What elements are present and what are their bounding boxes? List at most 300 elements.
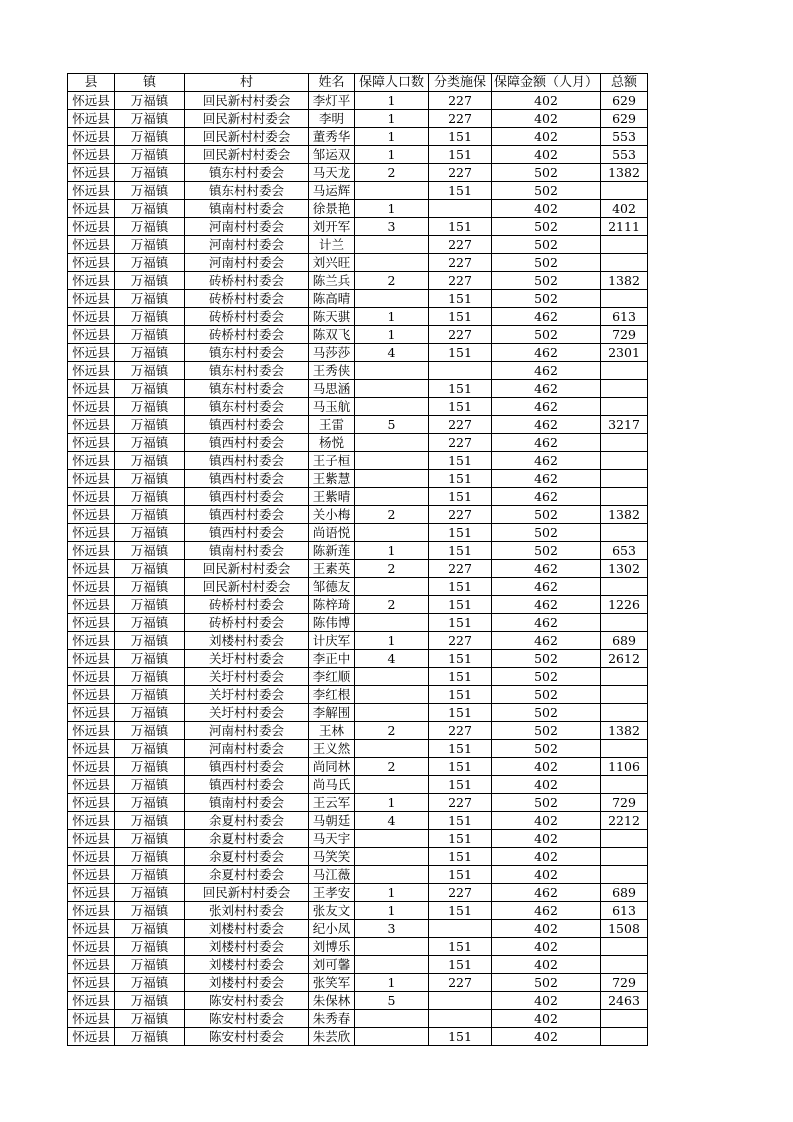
classification-cell: 227 — [429, 434, 492, 452]
name-cell: 邹德友 — [309, 578, 355, 596]
population-cell — [355, 524, 429, 542]
village-cell: 刘楼村村委会 — [185, 938, 309, 956]
name-cell: 杨悦 — [309, 434, 355, 452]
total-cell: 729 — [601, 974, 648, 992]
village-cell: 镇东村村委会 — [185, 380, 309, 398]
name-cell: 计兰 — [309, 236, 355, 254]
population-cell — [355, 1028, 429, 1046]
population-cell — [355, 1010, 429, 1028]
population-cell — [355, 578, 429, 596]
village-cell: 回民新村村委会 — [185, 578, 309, 596]
town-cell: 万福镇 — [115, 722, 185, 740]
county-cell: 怀远县 — [68, 938, 115, 956]
classification-cell: 151 — [429, 614, 492, 632]
header-name: 姓名 — [309, 74, 355, 92]
table-body — [68, 92, 648, 1046]
total-cell: 3217 — [601, 416, 648, 434]
county-cell: 怀远县 — [68, 686, 115, 704]
total-cell: 553 — [601, 146, 648, 164]
name-cell: 朱保林 — [309, 992, 355, 1010]
town-cell: 万福镇 — [115, 560, 185, 578]
population-cell — [355, 776, 429, 794]
table-row — [68, 1010, 648, 1028]
table-row — [68, 974, 648, 992]
total-cell: 689 — [601, 884, 648, 902]
county-cell: 怀远县 — [68, 920, 115, 938]
county-cell: 怀远县 — [68, 1028, 115, 1046]
amount-cell: 402 — [492, 830, 601, 848]
name-cell: 尚语悦 — [309, 524, 355, 542]
amount-cell: 402 — [492, 992, 601, 1010]
population-cell: 1 — [355, 128, 429, 146]
amount-cell: 502 — [492, 686, 601, 704]
town-cell: 万福镇 — [115, 164, 185, 182]
town-cell: 万福镇 — [115, 596, 185, 614]
total-cell: 1382 — [601, 506, 648, 524]
town-cell: 万福镇 — [115, 542, 185, 560]
table-row — [68, 776, 648, 794]
town-cell: 万福镇 — [115, 866, 185, 884]
classification-cell: 151 — [429, 218, 492, 236]
county-cell: 怀远县 — [68, 758, 115, 776]
county-cell: 怀远县 — [68, 398, 115, 416]
table-row — [68, 182, 648, 200]
population-cell — [355, 848, 429, 866]
name-cell: 马玉航 — [309, 398, 355, 416]
table-row — [68, 146, 648, 164]
population-cell — [355, 488, 429, 506]
amount-cell: 462 — [492, 884, 601, 902]
table-row — [68, 704, 648, 722]
amount-cell: 462 — [492, 308, 601, 326]
classification-cell: 151 — [429, 128, 492, 146]
amount-cell: 402 — [492, 758, 601, 776]
amount-cell: 502 — [492, 254, 601, 272]
town-cell: 万福镇 — [115, 686, 185, 704]
classification-cell: 151 — [429, 1028, 492, 1046]
total-cell: 2612 — [601, 650, 648, 668]
population-cell — [355, 830, 429, 848]
village-cell: 镇南村村委会 — [185, 200, 309, 218]
village-cell: 镇南村村委会 — [185, 794, 309, 812]
total-cell: 1302 — [601, 560, 648, 578]
name-cell: 李解围 — [309, 704, 355, 722]
classification-cell: 151 — [429, 344, 492, 362]
amount-cell: 402 — [492, 812, 601, 830]
town-cell: 万福镇 — [115, 920, 185, 938]
population-cell — [355, 398, 429, 416]
town-cell: 万福镇 — [115, 1028, 185, 1046]
amount-cell: 402 — [492, 848, 601, 866]
county-cell: 怀远县 — [68, 596, 115, 614]
town-cell: 万福镇 — [115, 470, 185, 488]
table-row — [68, 812, 648, 830]
name-cell: 陈天骐 — [309, 308, 355, 326]
total-cell: 2463 — [601, 992, 648, 1010]
county-cell: 怀远县 — [68, 254, 115, 272]
town-cell: 万福镇 — [115, 794, 185, 812]
amount-cell: 402 — [492, 1028, 601, 1046]
town-cell: 万福镇 — [115, 902, 185, 920]
town-cell: 万福镇 — [115, 146, 185, 164]
name-cell: 王义然 — [309, 740, 355, 758]
village-cell: 陈安村村委会 — [185, 1028, 309, 1046]
village-cell: 河南村村委会 — [185, 236, 309, 254]
county-cell: 怀远县 — [68, 1010, 115, 1028]
name-cell: 刘可馨 — [309, 956, 355, 974]
total-cell — [601, 686, 648, 704]
table-row — [68, 650, 648, 668]
total-cell: 1226 — [601, 596, 648, 614]
village-cell: 砖桥村村委会 — [185, 326, 309, 344]
name-cell: 朱秀春 — [309, 1010, 355, 1028]
amount-cell: 462 — [492, 452, 601, 470]
classification-cell: 151 — [429, 686, 492, 704]
amount-cell: 502 — [492, 218, 601, 236]
town-cell: 万福镇 — [115, 488, 185, 506]
table-row — [68, 578, 648, 596]
county-cell: 怀远县 — [68, 974, 115, 992]
amount-cell: 462 — [492, 434, 601, 452]
amount-cell: 462 — [492, 398, 601, 416]
population-cell: 1 — [355, 308, 429, 326]
county-cell: 怀远县 — [68, 488, 115, 506]
classification-cell: 227 — [429, 884, 492, 902]
village-cell: 余夏村村委会 — [185, 866, 309, 884]
town-cell: 万福镇 — [115, 236, 185, 254]
name-cell: 纪小凤 — [309, 920, 355, 938]
name-cell: 陈新莲 — [309, 542, 355, 560]
village-cell: 回民新村村委会 — [185, 92, 309, 110]
town-cell: 万福镇 — [115, 92, 185, 110]
total-cell: 1382 — [601, 722, 648, 740]
table-row — [68, 938, 648, 956]
total-cell: 729 — [601, 794, 648, 812]
classification-cell — [429, 362, 492, 380]
county-cell: 怀远县 — [68, 632, 115, 650]
amount-cell: 462 — [492, 416, 601, 434]
name-cell: 张笑军 — [309, 974, 355, 992]
amount-cell: 502 — [492, 164, 601, 182]
population-cell — [355, 740, 429, 758]
village-cell: 关圩村村委会 — [185, 686, 309, 704]
classification-cell — [429, 992, 492, 1010]
amount-cell: 462 — [492, 614, 601, 632]
village-cell: 镇东村村委会 — [185, 362, 309, 380]
population-cell: 4 — [355, 650, 429, 668]
county-cell: 怀远县 — [68, 362, 115, 380]
town-cell: 万福镇 — [115, 452, 185, 470]
classification-cell: 151 — [429, 452, 492, 470]
village-cell: 镇西村村委会 — [185, 506, 309, 524]
total-cell — [601, 488, 648, 506]
total-cell — [601, 290, 648, 308]
amount-cell: 502 — [492, 722, 601, 740]
county-cell: 怀远县 — [68, 794, 115, 812]
total-cell — [601, 614, 648, 632]
village-cell: 刘楼村村委会 — [185, 974, 309, 992]
county-cell: 怀远县 — [68, 542, 115, 560]
town-cell: 万福镇 — [115, 416, 185, 434]
village-cell: 镇东村村委会 — [185, 164, 309, 182]
county-cell: 怀远县 — [68, 902, 115, 920]
total-cell — [601, 740, 648, 758]
town-cell: 万福镇 — [115, 1010, 185, 1028]
amount-cell: 462 — [492, 344, 601, 362]
table-row — [68, 794, 648, 812]
name-cell: 马天龙 — [309, 164, 355, 182]
population-cell: 1 — [355, 92, 429, 110]
village-cell: 镇西村村委会 — [185, 776, 309, 794]
table-row — [68, 686, 648, 704]
town-cell: 万福镇 — [115, 704, 185, 722]
population-cell — [355, 704, 429, 722]
population-cell — [355, 668, 429, 686]
town-cell: 万福镇 — [115, 182, 185, 200]
town-cell: 万福镇 — [115, 308, 185, 326]
total-cell — [601, 524, 648, 542]
total-cell — [601, 1028, 648, 1046]
classification-cell: 151 — [429, 776, 492, 794]
table-row — [68, 506, 648, 524]
county-cell: 怀远县 — [68, 830, 115, 848]
classification-cell: 227 — [429, 254, 492, 272]
county-cell: 怀远县 — [68, 128, 115, 146]
classification-cell: 151 — [429, 938, 492, 956]
table-row — [68, 722, 648, 740]
village-cell: 余夏村村委会 — [185, 812, 309, 830]
total-cell — [601, 866, 648, 884]
table-row — [68, 848, 648, 866]
table-row — [68, 398, 648, 416]
total-cell: 1106 — [601, 758, 648, 776]
county-cell: 怀远县 — [68, 578, 115, 596]
amount-cell: 402 — [492, 866, 601, 884]
amount-cell: 402 — [492, 776, 601, 794]
village-cell: 余夏村村委会 — [185, 848, 309, 866]
name-cell: 李灯平 — [309, 92, 355, 110]
population-cell — [355, 686, 429, 704]
table-row — [68, 830, 648, 848]
village-cell: 回民新村村委会 — [185, 884, 309, 902]
population-cell — [355, 290, 429, 308]
town-cell: 万福镇 — [115, 668, 185, 686]
town-cell: 万福镇 — [115, 506, 185, 524]
population-cell — [355, 362, 429, 380]
village-cell: 镇南村村委会 — [185, 542, 309, 560]
total-cell: 2301 — [601, 344, 648, 362]
county-cell: 怀远县 — [68, 434, 115, 452]
county-cell: 怀远县 — [68, 236, 115, 254]
classification-cell — [429, 920, 492, 938]
county-cell: 怀远县 — [68, 182, 115, 200]
amount-cell: 402 — [492, 200, 601, 218]
amount-cell: 502 — [492, 542, 601, 560]
table-row — [68, 236, 648, 254]
classification-cell: 227 — [429, 272, 492, 290]
classification-cell: 227 — [429, 560, 492, 578]
village-cell: 陈安村村委会 — [185, 1010, 309, 1028]
classification-cell: 151 — [429, 668, 492, 686]
classification-cell: 151 — [429, 398, 492, 416]
name-cell: 王子桓 — [309, 452, 355, 470]
header-county: 县 — [68, 74, 115, 92]
town-cell: 万福镇 — [115, 938, 185, 956]
classification-cell: 151 — [429, 182, 492, 200]
name-cell: 关小梅 — [309, 506, 355, 524]
total-cell — [601, 470, 648, 488]
table-row — [68, 362, 648, 380]
total-cell — [601, 668, 648, 686]
name-cell: 陈伟博 — [309, 614, 355, 632]
classification-cell: 227 — [429, 326, 492, 344]
name-cell: 王素英 — [309, 560, 355, 578]
table-row — [68, 416, 648, 434]
total-cell: 402 — [601, 200, 648, 218]
population-cell: 2 — [355, 506, 429, 524]
name-cell: 王秀侠 — [309, 362, 355, 380]
table-row — [68, 956, 648, 974]
village-cell: 关圩村村委会 — [185, 650, 309, 668]
population-cell: 2 — [355, 164, 429, 182]
name-cell: 陈双飞 — [309, 326, 355, 344]
population-cell: 1 — [355, 326, 429, 344]
town-cell: 万福镇 — [115, 434, 185, 452]
table-row — [68, 344, 648, 362]
town-cell: 万福镇 — [115, 128, 185, 146]
village-cell: 回民新村村委会 — [185, 146, 309, 164]
amount-cell: 402 — [492, 110, 601, 128]
amount-cell: 402 — [492, 92, 601, 110]
population-cell: 2 — [355, 596, 429, 614]
town-cell: 万福镇 — [115, 884, 185, 902]
name-cell: 陈高晴 — [309, 290, 355, 308]
table-row — [68, 866, 648, 884]
table-row — [68, 218, 648, 236]
total-cell: 629 — [601, 92, 648, 110]
classification-cell: 227 — [429, 236, 492, 254]
town-cell: 万福镇 — [115, 776, 185, 794]
county-cell: 怀远县 — [68, 668, 115, 686]
amount-cell: 502 — [492, 236, 601, 254]
village-cell: 镇西村村委会 — [185, 452, 309, 470]
town-cell: 万福镇 — [115, 830, 185, 848]
county-cell: 怀远县 — [68, 614, 115, 632]
table-row — [68, 290, 648, 308]
population-cell: 1 — [355, 110, 429, 128]
village-cell: 镇东村村委会 — [185, 398, 309, 416]
town-cell: 万福镇 — [115, 272, 185, 290]
town-cell: 万福镇 — [115, 848, 185, 866]
town-cell: 万福镇 — [115, 398, 185, 416]
total-cell — [601, 1010, 648, 1028]
name-cell: 朱芸欣 — [309, 1028, 355, 1046]
classification-cell: 227 — [429, 92, 492, 110]
name-cell: 董秀华 — [309, 128, 355, 146]
classification-cell: 151 — [429, 290, 492, 308]
town-cell: 万福镇 — [115, 974, 185, 992]
population-cell — [355, 470, 429, 488]
population-cell — [355, 614, 429, 632]
village-cell: 镇东村村委会 — [185, 344, 309, 362]
population-cell: 1 — [355, 794, 429, 812]
amount-cell: 502 — [492, 524, 601, 542]
total-cell: 553 — [601, 128, 648, 146]
name-cell: 马江薇 — [309, 866, 355, 884]
total-cell — [601, 704, 648, 722]
name-cell: 邹运双 — [309, 146, 355, 164]
amount-cell: 502 — [492, 740, 601, 758]
classification-cell: 151 — [429, 542, 492, 560]
village-cell: 关圩村村委会 — [185, 668, 309, 686]
name-cell: 尚同林 — [309, 758, 355, 776]
amount-cell: 502 — [492, 326, 601, 344]
county-cell: 怀远县 — [68, 992, 115, 1010]
town-cell: 万福镇 — [115, 524, 185, 542]
town-cell: 万福镇 — [115, 326, 185, 344]
village-cell: 回民新村村委会 — [185, 128, 309, 146]
classification-cell — [429, 200, 492, 218]
table-row — [68, 560, 648, 578]
table-row — [68, 632, 648, 650]
town-cell: 万福镇 — [115, 290, 185, 308]
total-cell — [601, 254, 648, 272]
county-cell: 怀远县 — [68, 308, 115, 326]
county-cell: 怀远县 — [68, 326, 115, 344]
table-row — [68, 164, 648, 182]
table-row — [68, 920, 648, 938]
classification-cell: 151 — [429, 578, 492, 596]
table-row — [68, 884, 648, 902]
name-cell: 李红顺 — [309, 668, 355, 686]
table-row — [68, 452, 648, 470]
total-cell: 653 — [601, 542, 648, 560]
amount-cell: 402 — [492, 920, 601, 938]
town-cell: 万福镇 — [115, 362, 185, 380]
header-village: 村 — [185, 74, 309, 92]
name-cell: 李明 — [309, 110, 355, 128]
amount-cell: 402 — [492, 1010, 601, 1028]
population-cell: 1 — [355, 200, 429, 218]
village-cell: 刘楼村村委会 — [185, 632, 309, 650]
classification-cell: 227 — [429, 794, 492, 812]
table-row — [68, 542, 648, 560]
table-row — [68, 92, 648, 110]
population-cell: 2 — [355, 560, 429, 578]
village-cell: 回民新村村委会 — [185, 560, 309, 578]
population-cell: 5 — [355, 416, 429, 434]
village-cell: 河南村村委会 — [185, 218, 309, 236]
total-cell — [601, 830, 648, 848]
county-cell: 怀远县 — [68, 506, 115, 524]
classification-cell: 227 — [429, 506, 492, 524]
table-row — [68, 110, 648, 128]
name-cell: 马莎莎 — [309, 344, 355, 362]
total-cell — [601, 362, 648, 380]
total-cell: 1382 — [601, 272, 648, 290]
town-cell: 万福镇 — [115, 110, 185, 128]
village-cell: 镇西村村委会 — [185, 488, 309, 506]
village-cell: 砖桥村村委会 — [185, 614, 309, 632]
name-cell: 徐景艳 — [309, 200, 355, 218]
village-cell: 河南村村委会 — [185, 254, 309, 272]
header-classification: 分类施保 — [429, 74, 492, 92]
total-cell — [601, 956, 648, 974]
classification-cell: 151 — [429, 596, 492, 614]
amount-cell: 502 — [492, 704, 601, 722]
amount-cell: 502 — [492, 182, 601, 200]
village-cell: 河南村村委会 — [185, 722, 309, 740]
